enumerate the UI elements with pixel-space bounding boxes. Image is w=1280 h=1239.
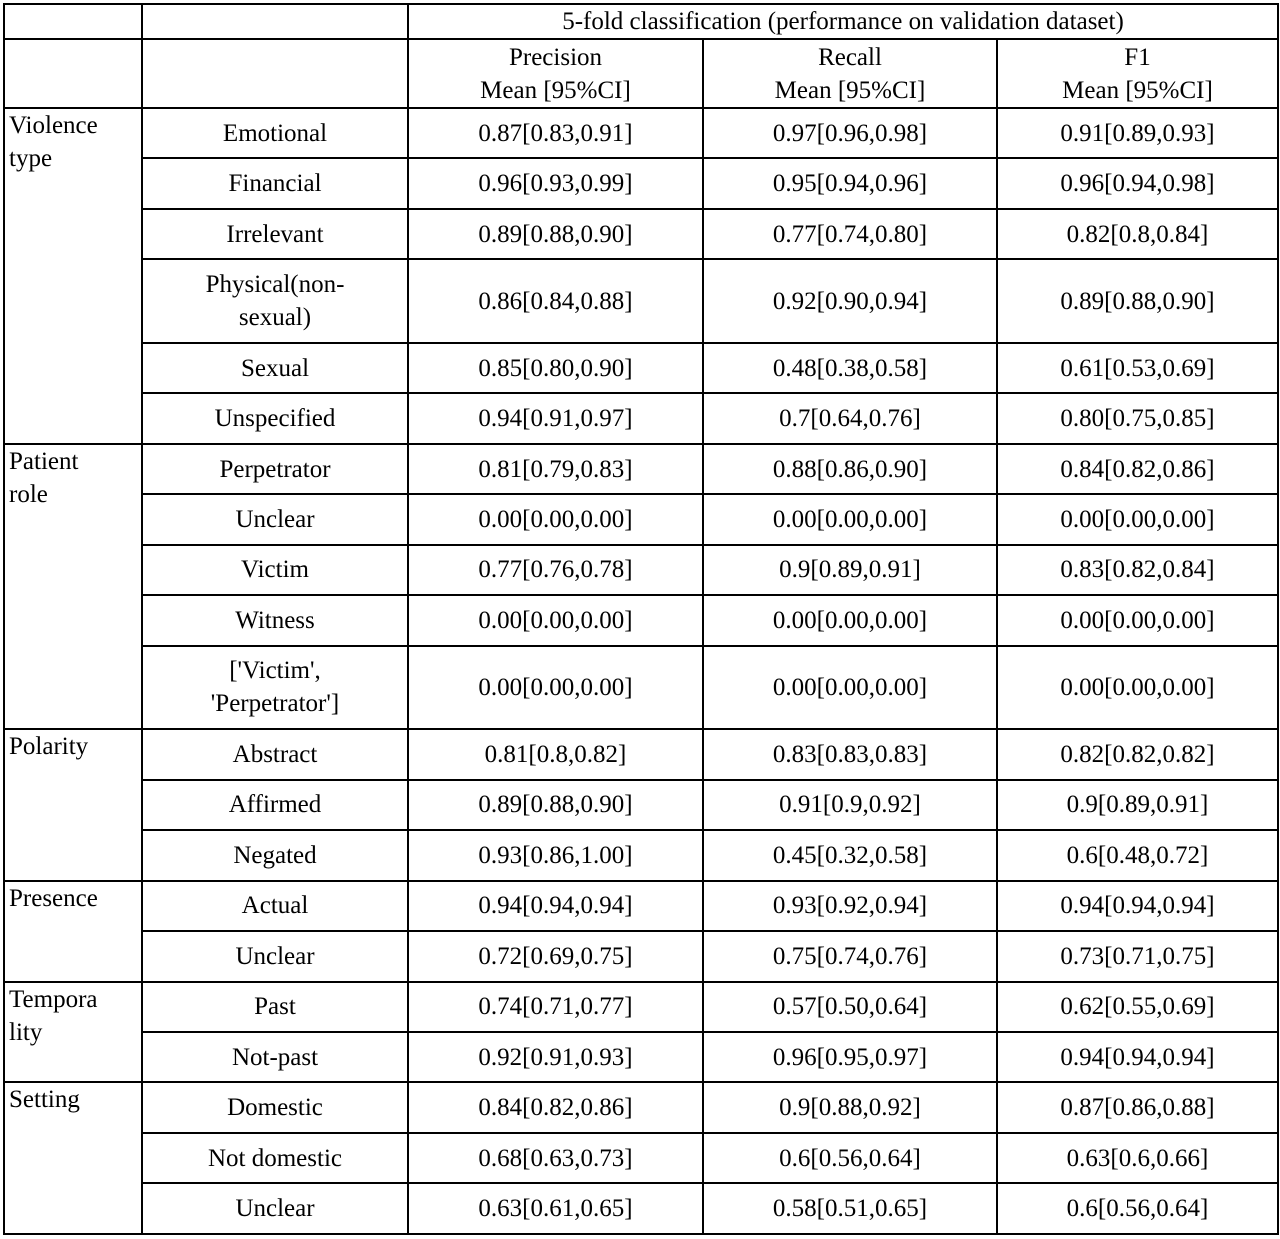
table-row — [4, 545, 1278, 595]
class-label-line: Physical(non- — [205, 271, 345, 299]
table-row — [4, 1183, 1278, 1234]
table-row — [4, 931, 1278, 981]
value-cell — [703, 881, 997, 931]
recall-value: 0.75[0.74,0.76] — [772, 942, 928, 970]
group-label-cell — [4, 108, 142, 444]
value-cell — [703, 494, 997, 544]
class-label-cell — [142, 830, 408, 880]
class-label-line: Witness — [235, 606, 315, 634]
class-label-line: 'Perpetrator'] — [210, 690, 340, 718]
group-label-line: Polarity — [9, 733, 89, 761]
group-label-line: lity — [9, 1018, 43, 1046]
class-label-line: Unclear — [235, 1195, 315, 1223]
group-label-line: Presence — [9, 884, 98, 912]
value-cell — [408, 881, 703, 931]
class-label-cell — [142, 1032, 408, 1082]
class-label-line: Unclear — [235, 942, 315, 970]
class-label-cell — [142, 393, 408, 443]
f1-value: 0.94[0.94,0.94] — [1060, 892, 1215, 920]
class-label-line: Financial — [228, 170, 322, 198]
class-label-cell — [142, 881, 408, 931]
f1-value: 0.96[0.94,0.98] — [1060, 170, 1215, 198]
precision-value: 0.86[0.84,0.88] — [478, 287, 633, 315]
class-label-cell — [142, 259, 408, 343]
f1-value: 0.62[0.55,0.69] — [1060, 993, 1215, 1021]
class-label-cell — [142, 545, 408, 595]
f1-value: 0.89[0.88,0.90] — [1060, 287, 1215, 315]
class-label-line: Not-past — [231, 1043, 319, 1071]
value-cell — [408, 646, 703, 730]
value-cell — [997, 830, 1278, 880]
value-cell — [997, 343, 1278, 393]
table-row — [4, 259, 1278, 343]
value-cell — [703, 729, 997, 779]
header-row-top — [4, 4, 1278, 39]
value-cell — [408, 393, 703, 443]
precision-value: 0.94[0.91,0.97] — [478, 405, 633, 433]
table-row — [4, 1032, 1278, 1082]
metric-name: Precision — [508, 43, 603, 71]
table-row — [4, 646, 1278, 730]
value-cell — [408, 729, 703, 779]
f1-value: 0.00[0.00,0.00] — [1060, 506, 1215, 533]
precision-value: 0.68[0.63,0.73] — [478, 1144, 633, 1172]
group-label-cell — [4, 729, 142, 880]
recall-value: 0.00[0.00,0.00] — [772, 673, 928, 701]
class-label-cell — [142, 108, 408, 158]
group-label-line: Setting — [9, 1086, 80, 1114]
recall-value: 0.91[0.9,0.92] — [779, 791, 921, 819]
value-cell — [408, 595, 703, 645]
header-recall — [703, 39, 997, 108]
class-label-line: Domestic — [227, 1094, 323, 1122]
value-cell — [997, 1032, 1278, 1082]
class-label-cell — [142, 1183, 408, 1234]
recall-value: 0.83[0.83,0.83] — [772, 741, 928, 769]
precision-value: 0.96[0.93,0.99] — [478, 170, 633, 198]
value-cell — [408, 1082, 703, 1132]
recall-value: 0.6[0.56,0.64] — [779, 1144, 921, 1172]
class-label-line: Past — [254, 993, 296, 1021]
results-table — [3, 3, 1279, 1235]
value-cell — [997, 931, 1278, 981]
precision-value: 0.72[0.69,0.75] — [478, 942, 633, 970]
group-label-line: Patient — [9, 447, 79, 475]
f1-value: 0.80[0.75,0.85] — [1060, 405, 1215, 433]
value-cell — [997, 729, 1278, 779]
value-cell — [408, 830, 703, 880]
header-span-cell — [408, 4, 1278, 39]
f1-value: 0.73[0.71,0.75] — [1060, 942, 1215, 970]
table-row — [4, 595, 1278, 645]
header-empty-cell — [4, 4, 142, 39]
value-cell — [997, 209, 1278, 259]
value-cell — [408, 343, 703, 393]
precision-value: 0.81[0.8,0.82] — [484, 741, 627, 769]
table-row — [4, 343, 1278, 393]
class-label-cell — [142, 1133, 408, 1183]
recall-value: 0.77[0.74,0.80] — [772, 220, 928, 248]
group-label-line: Violence — [9, 111, 98, 139]
value-cell — [703, 444, 997, 494]
value-cell — [408, 982, 703, 1032]
metric-sub: Mean [95%CI] — [1062, 76, 1213, 104]
class-label-line: Unclear — [235, 506, 315, 533]
f1-value: 0.00[0.00,0.00] — [1060, 673, 1215, 701]
value-cell — [703, 545, 997, 595]
f1-value: 0.00[0.00,0.00] — [1060, 606, 1215, 634]
value-cell — [408, 545, 703, 595]
metric-sub: Mean [95%CI] — [774, 76, 926, 104]
table-row — [4, 729, 1278, 779]
f1-value: 0.82[0.8,0.84] — [1066, 220, 1209, 248]
header-empty-cell — [142, 4, 408, 39]
value-cell — [703, 343, 997, 393]
class-label-line: Unspecified — [214, 405, 336, 433]
value-cell — [703, 393, 997, 443]
header-f1 — [997, 39, 1278, 108]
value-cell — [703, 209, 997, 259]
value-cell — [997, 881, 1278, 931]
value-cell — [997, 982, 1278, 1032]
f1-value: 0.63[0.6,0.66] — [1066, 1144, 1209, 1172]
table-row — [4, 393, 1278, 443]
f1-value: 0.94[0.94,0.94] — [1060, 1043, 1215, 1071]
class-label-line: Negated — [233, 841, 317, 869]
value-cell — [703, 780, 997, 830]
results-table-body — [4, 4, 1278, 1234]
precision-value: 0.85[0.80,0.90] — [478, 354, 633, 382]
header-row-metrics — [4, 39, 1278, 108]
recall-value: 0.00[0.00,0.00] — [772, 606, 928, 634]
precision-value: 0.84[0.82,0.86] — [478, 1094, 633, 1122]
recall-value: 0.95[0.94,0.96] — [772, 170, 928, 198]
f1-value: 0.91[0.89,0.93] — [1060, 119, 1215, 147]
value-cell — [997, 494, 1278, 544]
class-label-cell — [142, 158, 408, 208]
group-label-cell — [4, 881, 142, 982]
precision-value: 0.00[0.00,0.00] — [478, 506, 633, 533]
value-cell — [703, 158, 997, 208]
table-row — [4, 830, 1278, 880]
class-label-line: sexual) — [238, 304, 312, 332]
precision-value: 0.89[0.88,0.90] — [478, 791, 633, 819]
f1-value: 0.61[0.53,0.69] — [1060, 354, 1215, 382]
class-label-line: Sexual — [240, 354, 310, 382]
class-label-line: Irrelevant — [226, 220, 324, 248]
metric-sub: Mean [95%CI] — [480, 76, 631, 104]
class-label-cell — [142, 1082, 408, 1132]
table-row — [4, 1133, 1278, 1183]
header-precision — [408, 39, 703, 108]
value-cell — [997, 393, 1278, 443]
value-cell — [703, 595, 997, 645]
precision-value: 0.74[0.71,0.77] — [478, 993, 633, 1021]
precision-value: 0.92[0.91,0.93] — [478, 1043, 633, 1071]
table-row — [4, 444, 1278, 494]
value-cell — [408, 209, 703, 259]
class-label-cell — [142, 646, 408, 730]
value-cell — [997, 108, 1278, 158]
header-span-text: 5-fold classification (performance on validation dataset) — [562, 8, 1124, 36]
class-label-line: Actual — [241, 892, 309, 920]
value-cell — [408, 158, 703, 208]
group-label-line: type — [9, 144, 53, 172]
recall-value: 0.7[0.64,0.76] — [779, 405, 921, 433]
value-cell — [703, 931, 997, 981]
header-empty-cell — [142, 39, 408, 108]
recall-value: 0.57[0.50,0.64] — [772, 993, 928, 1021]
recall-value: 0.9[0.88,0.92] — [779, 1094, 921, 1122]
table-row — [4, 494, 1278, 544]
value-cell — [703, 1183, 997, 1234]
class-label-cell — [142, 494, 408, 544]
precision-value: 0.94[0.94,0.94] — [478, 892, 633, 920]
class-label-line: ['Victim', — [229, 657, 321, 685]
f1-value: 0.9[0.89,0.91] — [1066, 791, 1209, 819]
f1-value: 0.84[0.82,0.86] — [1060, 455, 1215, 483]
group-label-cell — [4, 444, 142, 729]
precision-value: 0.77[0.76,0.78] — [478, 556, 633, 584]
value-cell — [408, 1133, 703, 1183]
class-label-line: Affirmed — [228, 791, 322, 819]
precision-value: 0.00[0.00,0.00] — [478, 606, 633, 634]
group-label-line: Tempora — [9, 985, 98, 1013]
value-cell — [703, 259, 997, 343]
table-row — [4, 158, 1278, 208]
recall-value: 0.9[0.89,0.91] — [779, 556, 921, 584]
class-label-line: Emotional — [222, 119, 328, 147]
precision-value: 0.87[0.83,0.91] — [478, 119, 633, 147]
f1-value: 0.82[0.82,0.82] — [1060, 741, 1215, 769]
value-cell — [997, 1082, 1278, 1132]
table-row — [4, 108, 1278, 158]
group-label-cell — [4, 982, 142, 1083]
class-label-line: Perpetrator — [219, 455, 331, 483]
value-cell — [408, 1183, 703, 1234]
precision-value: 0.81[0.79,0.83] — [478, 455, 633, 483]
precision-value: 0.89[0.88,0.90] — [478, 220, 633, 248]
metric-name: F1 — [1124, 43, 1151, 71]
class-label-cell — [142, 729, 408, 779]
value-cell — [703, 1032, 997, 1082]
value-cell — [408, 259, 703, 343]
value-cell — [703, 830, 997, 880]
table-row — [4, 1082, 1278, 1132]
class-label-cell — [142, 780, 408, 830]
f1-value: 0.6[0.56,0.64] — [1066, 1195, 1209, 1223]
value-cell — [408, 780, 703, 830]
class-label-cell — [142, 343, 408, 393]
table-row — [4, 982, 1278, 1032]
value-cell — [703, 1082, 997, 1132]
recall-value: 0.48[0.38,0.58] — [772, 354, 928, 382]
value-cell — [997, 1183, 1278, 1234]
value-cell — [997, 444, 1278, 494]
value-cell — [997, 158, 1278, 208]
class-label-cell — [142, 931, 408, 981]
metric-name: Recall — [818, 43, 882, 71]
value-cell — [997, 646, 1278, 730]
precision-value: 0.00[0.00,0.00] — [478, 673, 633, 701]
value-cell — [408, 931, 703, 981]
f1-value: 0.87[0.86,0.88] — [1060, 1094, 1215, 1122]
value-cell — [703, 108, 997, 158]
value-cell — [408, 444, 703, 494]
value-cell — [408, 108, 703, 158]
class-label-cell — [142, 209, 408, 259]
table-row — [4, 209, 1278, 259]
class-label-line: Victim — [241, 556, 309, 584]
recall-value: 0.97[0.96,0.98] — [772, 119, 928, 147]
recall-value: 0.00[0.00,0.00] — [772, 506, 928, 533]
f1-value: 0.6[0.48,0.72] — [1066, 841, 1209, 869]
class-label-line: Abstract — [232, 741, 318, 769]
class-label-cell — [142, 444, 408, 494]
class-label-cell — [142, 982, 408, 1032]
recall-value: 0.88[0.86,0.90] — [772, 455, 928, 483]
recall-value: 0.58[0.51,0.65] — [772, 1195, 928, 1223]
value-cell — [703, 982, 997, 1032]
table-row — [4, 780, 1278, 830]
group-label-line: role — [9, 480, 48, 508]
precision-value: 0.63[0.61,0.65] — [478, 1195, 633, 1223]
value-cell — [997, 545, 1278, 595]
recall-value: 0.45[0.32,0.58] — [772, 841, 928, 869]
recall-value: 0.96[0.95,0.97] — [772, 1043, 928, 1071]
group-label-cell — [4, 1082, 142, 1234]
value-cell — [703, 646, 997, 730]
class-label-line: Not domestic — [207, 1144, 342, 1172]
recall-value: 0.93[0.92,0.94] — [772, 892, 928, 920]
f1-value: 0.83[0.82,0.84] — [1060, 556, 1215, 584]
header-empty-cell — [4, 39, 142, 108]
table-row — [4, 881, 1278, 931]
value-cell — [997, 259, 1278, 343]
value-cell — [997, 1133, 1278, 1183]
value-cell — [408, 1032, 703, 1082]
precision-value: 0.93[0.86,1.00] — [478, 841, 633, 869]
value-cell — [997, 780, 1278, 830]
value-cell — [408, 494, 703, 544]
value-cell — [703, 1133, 997, 1183]
class-label-cell — [142, 595, 408, 645]
value-cell — [997, 595, 1278, 645]
recall-value: 0.92[0.90,0.94] — [772, 287, 928, 315]
